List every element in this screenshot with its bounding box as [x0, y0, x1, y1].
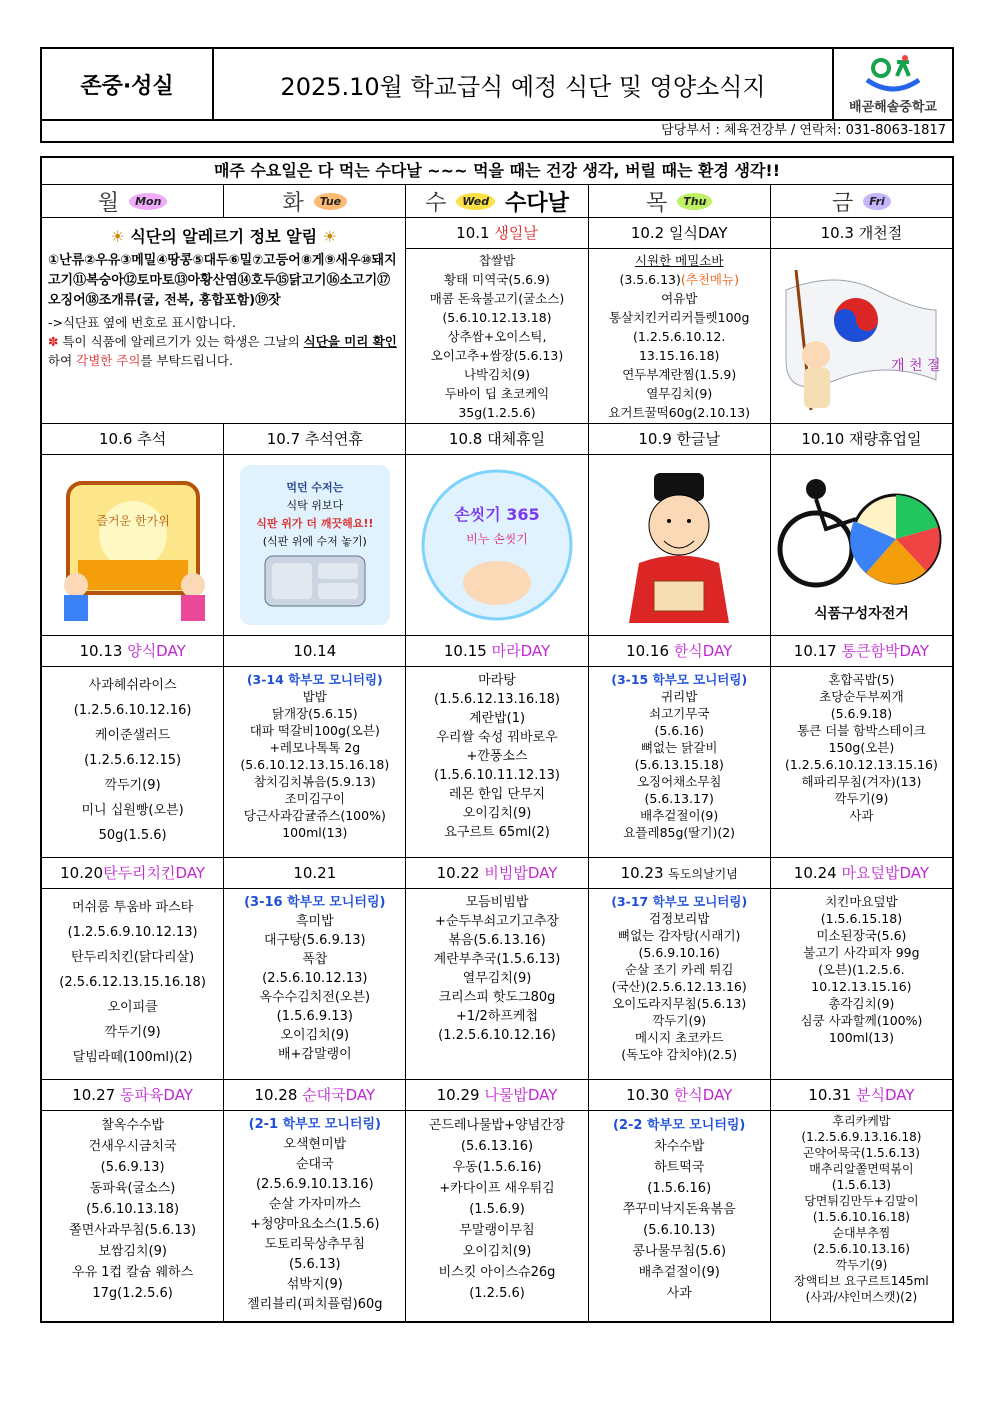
menu-text: 사과 [666, 1286, 692, 1301]
day-10-1 [406, 218, 588, 423]
menu-text: 깍두기(9) [834, 791, 889, 806]
menu-text: 순살 조기 카레 튀김 [624, 962, 734, 977]
menu-text: 10.29 [436, 1086, 480, 1104]
menu-text: (5.6.9.13) [100, 1160, 165, 1175]
chuseok-illustration [42, 455, 224, 635]
menu-text: 순대부추찜 [832, 1226, 891, 1240]
menu-text: 10.1 [456, 224, 490, 242]
menu-text: (5.6.16) [654, 723, 704, 738]
menu-text: ->식단표 옆에 번호로 표시합니다. [48, 315, 236, 330]
menu-text: 대체휴일 [487, 430, 546, 448]
spoon-placement-poster [224, 455, 406, 635]
week3-date-row [42, 636, 952, 667]
menu-text: (2.5.6.12.13.15.16.18) [59, 975, 206, 990]
menu-text: 탄두리치킨DAY [103, 864, 206, 882]
menu-text: 대구탕(5.6.9.13) [264, 933, 366, 948]
menu-text: 개천절 [858, 224, 903, 242]
allergy-list: ①난류②우유③메밀④땅콩⑤대두⑥밀⑦고등어⑧게⑨새우⑩돼지고기⑪복숭아⑫토마토⑬아황산염⑭호두⑮닭고기⑯소고기⑰오징어⑱조개류(굴, 전복, 홍합포함)⑲잣 [48, 253, 397, 308]
menu-text: 무말랭이무침 [459, 1223, 535, 1238]
menu-text: 를 부탁드립니다. [140, 353, 233, 368]
menu-text: 젤리블리(피치플럼)60g [247, 1297, 383, 1312]
menu-text: (5.6.13.16) [460, 1139, 534, 1154]
menu-text: 한글날 [676, 430, 721, 448]
menu-text: 특이 식품에 알레르기가 있는 학생은 그날의 [58, 334, 304, 349]
week5-menu-row [42, 1111, 952, 1321]
week4-menu-row [42, 889, 952, 1080]
menu-10-14 [224, 667, 406, 857]
menu-text: 치킨마요덮밥 [825, 894, 898, 909]
menu-text: 대파 떡갈비100g(오븐) [249, 723, 380, 738]
menu-text: 오이피클 [107, 1000, 158, 1015]
menu-text: 오이도라지무침(5.6.13) [612, 996, 747, 1011]
menu-text: 10.31 [808, 1086, 852, 1104]
menu-text: Fri [863, 193, 891, 210]
school-motto: 존중·성실 [42, 49, 214, 119]
menu-text: 요거트꿀떡60g(2.10.13) [608, 405, 751, 420]
hangul-day-illustration [589, 455, 771, 635]
menu-text: (1.5.6.9) [469, 1202, 525, 1217]
menu-text: 황태 미역국(5.6.9) [444, 272, 550, 287]
menu-text: 150g(오븐) [828, 740, 895, 755]
menu-text: 식단의 알레르기 정보 알림 [130, 227, 318, 246]
menu-10-30 [589, 1111, 771, 1321]
menu-text: (독도야 감치야)(2.5) [621, 1047, 738, 1062]
menu-text: 총각김치(9) [828, 996, 895, 1011]
menu-text: 불고기 사각피자 99g [803, 945, 920, 960]
menu-text: (3-14 학부모 모니터링) [246, 672, 383, 687]
menu-text: 콩나물무침(5.6) [632, 1244, 727, 1259]
school-logo [834, 49, 952, 119]
menu-text: +카다이프 새우튀김 [439, 1181, 555, 1196]
week2-image-row [42, 455, 952, 636]
day-10-2 [589, 218, 771, 423]
menu-text: ✽ [48, 334, 59, 349]
menu-text: 탄두리치킨(닭다리살) [71, 950, 195, 965]
menu-text: 요구르트 65ml(2) [444, 825, 550, 840]
menu-text: 닭개장(5.6.15) [271, 706, 358, 721]
menu-text: 미소된장국(5.6) [816, 928, 907, 943]
menu-text: 순대국DAY [302, 1086, 376, 1104]
menu-text: 즐거운 한가위 [95, 514, 170, 528]
sun-icon: ☀ [110, 227, 125, 246]
menu-text: 식단을 미리 확인 [303, 334, 397, 349]
menu-text: 일식DAY [669, 224, 728, 242]
menu-text: 배추겉절이(9) [640, 808, 719, 823]
week1-row [42, 218, 952, 424]
menu-text: 우유 1컵 칼슘 웨하스 [72, 1265, 194, 1280]
page-title: 2025.10월 학교급식 예정 식단 및 영양소식지 [214, 49, 834, 119]
menu-text: 분식DAY [856, 1086, 915, 1104]
menu-text: 100ml(13) [828, 1030, 894, 1045]
menu-text: 후리카케밥 [832, 1114, 891, 1128]
weekday-wed [406, 185, 588, 217]
menu-text: 우동(1.5.6.16) [452, 1160, 542, 1175]
menu-text: 배+감말랭이 [277, 1047, 352, 1062]
menu-text: 쫄면사과무침(5.6.13) [69, 1223, 197, 1238]
menu-text: 당면튀김만두+김말이 [804, 1194, 919, 1208]
menu-text: 식탁 위보다 [286, 499, 344, 512]
menu-text: (5.6.9.18) [830, 706, 893, 721]
menu-text: (1.2.5.6.10.12.16) [73, 703, 192, 718]
svg-text:개 천 절: 개 천 절 [891, 358, 941, 374]
sun-icon: ☀ [322, 227, 337, 246]
header [40, 47, 954, 121]
menu-text: 10.21 [293, 864, 337, 882]
menu-text: 마라DAY [491, 642, 551, 660]
weekday-fri [771, 185, 952, 217]
menu-text: 50g(1.5.6) [98, 828, 167, 843]
menu-text: (1.5.6.10.16.18) [812, 1210, 910, 1224]
menu-text: 연두부계란찜(1.5.9) [622, 367, 737, 382]
menu-text: Tue [314, 193, 347, 210]
menu-text: (1.2.5.6.10.12.16) [438, 1028, 556, 1043]
menu-text: 10.17 [793, 642, 837, 660]
menu-text: (1.5.6.15.18) [820, 911, 903, 926]
menu-text: 10.2 [630, 224, 665, 242]
menu-text: 흑미밥 [295, 914, 334, 929]
menu-text: 깍두기(9) [652, 1013, 707, 1028]
menu-text: Thu [677, 193, 712, 210]
menu-text: 10.10 [801, 430, 845, 448]
menu-text: 매추리알쫄면떡볶이 [809, 1162, 914, 1176]
menu-text: 비누 손씻기 [466, 532, 528, 546]
menu-text: +1/2하프케첩 [455, 1009, 539, 1024]
menu-text: (5.6.13.15.18) [634, 757, 724, 772]
menu-text: Mon [129, 193, 167, 210]
menu-text: 생일날 [494, 224, 538, 242]
menu-text: 수 [425, 190, 447, 216]
menu-text: (2.5.6.10.12.13) [262, 971, 368, 986]
menu-text: 화 [282, 190, 304, 216]
menu-text: 요플레85g(딸기)(2) [623, 825, 736, 840]
menu-text: 10.23 [620, 864, 664, 882]
school-logo-icon [861, 54, 925, 94]
menu-text: (1.5.6.12.13.16.18) [434, 692, 560, 707]
weekday-thu [589, 185, 771, 217]
menu-text: 하여 [48, 353, 77, 368]
menu-text: +레모나톡톡 2g [269, 740, 361, 755]
menu-text: 해파리무침(겨자)(13) [801, 774, 922, 789]
menu-text: 미니 십원빵(오븐) [81, 803, 184, 818]
menu-text: 계란밥(1) [468, 711, 526, 726]
menu-text: (5.6.10.12.13.18) [442, 310, 552, 325]
menu-text: (1.2.5.6.10.12.13.15.16) [784, 757, 938, 772]
menu-text: 깍두기(9) [104, 1025, 161, 1040]
weekday-header-row [42, 185, 952, 218]
handwashing-poster [406, 455, 588, 635]
week5-date-row [42, 1080, 952, 1111]
menu-text: (1.5.6.13) [831, 1178, 891, 1192]
menu-text: 열무김치(9) [462, 971, 532, 986]
menu-text: +깐풍소스 [466, 749, 528, 764]
menu-text: 크리스피 핫도그80g [438, 990, 556, 1005]
menu-text: 오이김치(9) [462, 806, 532, 821]
menu-text: (오븐)(1.2.5.6. [818, 962, 905, 977]
menu-text: 머쉬룸 투움바 파스타 [71, 900, 194, 915]
menu-text: 참치김치볶음(5.9.13) [253, 774, 376, 789]
menu-text: 순살 가자미까스 [268, 1197, 361, 1212]
menu-text: 사과 [849, 808, 874, 823]
menu-text: 손씻기 365 [454, 505, 540, 524]
menu-text: 혼합곡밥(5) [828, 672, 895, 687]
menu-text: 계란부추국(1.5.6.13) [433, 952, 561, 967]
menu-text: 10.6 [99, 430, 133, 448]
menu-text: 목 [645, 190, 668, 216]
menu-10-27 [42, 1111, 224, 1321]
menu-text: 한식DAY [673, 642, 733, 660]
weekday-mon [42, 185, 224, 217]
menu-text: 10.20 [60, 864, 104, 882]
menu-text: 10.7 [266, 430, 301, 448]
menu-10-17 [771, 667, 952, 857]
menu-text: (1.5.6.9.13) [276, 1009, 353, 1024]
menu-text: 마라탕 [478, 673, 516, 688]
menu-text: 두바이 딥 초코케익 [444, 386, 550, 401]
menu-text: 심쿵 사과할께(100%) [800, 1013, 923, 1028]
menu-text: 13.15.16.18) [638, 348, 720, 363]
menu-text: (식판 위에 수저 놓기) [262, 535, 367, 548]
menu-text: 한식DAY [673, 1086, 733, 1104]
menu-text: 나박김치(9) [463, 367, 530, 382]
menu-10-23 [589, 889, 771, 1079]
menu-text: 조미김구이 [284, 791, 345, 806]
menu-text: 사과헤쉬라이스 [88, 678, 177, 693]
menu-text: 마요덮밥DAY [841, 864, 930, 882]
menu-text: 곤드레나물밥+양념간장 [428, 1118, 566, 1133]
menu-text: 볶음(5.6.13.16) [448, 933, 546, 948]
menu-text: (2-1 학부모 모니터링) [248, 1117, 381, 1132]
gaecheonjeol-illustration [771, 249, 952, 421]
menu-text: 먹던 수저는 [286, 481, 344, 494]
menu-text: (3-15 학부모 모니터링) [611, 672, 748, 687]
menu-text: 통큰 더블 함박스테이크 [797, 723, 926, 738]
menu-10-16 [589, 667, 771, 857]
menu-text: 달빔라떼(100ml)(2) [72, 1050, 193, 1065]
menu-text: 추석 [137, 430, 167, 448]
menu-text: (2.5.6.9.10.13.16) [255, 1177, 374, 1192]
menu-text: 오색현미밥 [283, 1137, 347, 1152]
menu-text: 섞박지(9) [286, 1277, 343, 1292]
week3-menu-row [42, 667, 952, 858]
menu-text: 수다날 [505, 190, 569, 216]
menu-10-15 [406, 667, 588, 857]
menu-text: 도토리묵상추무침 [264, 1237, 366, 1252]
day-10-3 [771, 218, 952, 423]
contact-info: 담당부서 : 체육건강부 / 연락처: 031-8063-1817 [40, 121, 954, 143]
menu-text: 장액티브 요구르트145ml [794, 1274, 929, 1288]
menu-text: 10.27 [72, 1086, 116, 1104]
allergy-info-box [42, 218, 406, 423]
menu-10-21 [224, 889, 406, 1079]
menu-text: (1.5.6.10.11.12.13) [434, 768, 560, 783]
menu-text: (국산)(2.5.6.12.13.16) [611, 979, 747, 994]
menu-text: (3.5.6.13) [619, 272, 681, 287]
week4-date-row [42, 858, 952, 889]
menu-text: 깍두기(9) [835, 1258, 888, 1272]
menu-text: 순대국 [295, 1157, 334, 1172]
menu-text: 100ml(13) [282, 825, 348, 840]
menu-text: (1.5.6.16) [647, 1181, 712, 1196]
menu-text: 각별한 주의 [76, 353, 141, 368]
menu-text: 10.30 [626, 1086, 670, 1104]
menu-text: 10.14 [293, 642, 337, 660]
menu-text: 모듬비빔밥 [465, 895, 529, 910]
menu-10-20 [42, 889, 224, 1079]
menu-text: 상추쌈+오이스틱, [447, 329, 547, 344]
menu-text: 보쌈김치(9) [98, 1244, 167, 1259]
week2-date-row [42, 424, 952, 455]
menu-text: 10.9 [638, 430, 672, 448]
menu-text: (5.6.13.17) [644, 791, 714, 806]
food-tray-icon [260, 551, 370, 611]
banner: 매주 수요일은 다 먹는 수다날 ~~~ 먹을 때는 건강 생각, 버릴 때는 환경 생각!! [42, 158, 952, 185]
king-sejong-icon [599, 463, 759, 628]
menu-text: 폭찹 [302, 952, 328, 967]
menu-text: (5.6.10.13.18) [86, 1202, 180, 1217]
menu-text: 당근사과감귤쥬스(100%) [243, 808, 386, 823]
menu-text: 시원한 메밀소바 [634, 253, 724, 268]
menu-text: 10.22 [436, 864, 480, 882]
menu-text: 비빔밥DAY [484, 864, 558, 882]
food-bike-label: 식품구성자전거 [814, 606, 909, 622]
menu-text: 찰옥수수밥 [101, 1118, 164, 1133]
menu-text: (2.5.6.10.13.16) [812, 1242, 910, 1256]
menu-text: 오이김치(9) [280, 1028, 350, 1043]
menu-text: (1.2.5.6.9.13.16.18) [801, 1130, 922, 1144]
menu-calendar [40, 156, 954, 1323]
menu-text: (1.2.5.6) [469, 1286, 525, 1301]
menu-text: 열무김치(9) [646, 386, 713, 401]
menu-text: 건새우시금치국 [88, 1139, 177, 1154]
menu-text: (5.6.10.12.13.15.16.18) [240, 757, 390, 772]
food-bike-cell [771, 455, 952, 635]
menu-text: 뼈없는 감자탕(시래기) [618, 928, 741, 943]
menu-text: 10.3 [820, 224, 854, 242]
menu-text: 10.8 [448, 430, 483, 448]
flag-illustration-icon [776, 250, 946, 420]
menu-text: 오이김치(9) [462, 1244, 532, 1259]
menu-text: (5.6.10.13) [643, 1223, 716, 1238]
menu-text: 금 [832, 190, 854, 216]
menu-text: 동파육(굴소스) [89, 1181, 176, 1196]
menu-10-28 [224, 1111, 406, 1321]
menu-10-22 [406, 889, 588, 1079]
menu-text: 10.13 [79, 642, 123, 660]
menu-text: 초당순두부찌개 [819, 689, 904, 704]
menu-text: (2-2 학부모 모니터링) [613, 1118, 746, 1133]
allergy-note [42, 311, 405, 372]
menu-text: 레몬 한입 단무지 [448, 787, 546, 802]
menu-text: +청양마요소스(1.5.6) [250, 1217, 380, 1232]
menu-text: 배추겉절이(9) [638, 1265, 720, 1280]
menu-10-31 [771, 1111, 952, 1321]
menu-text: 메시지 초코카드 [634, 1030, 724, 1045]
menu-text: 곤약어묵국(1.5.6.13) [802, 1146, 920, 1160]
menu-10-29 [406, 1111, 588, 1321]
menu-text: (1.2.5.6.9.10.12.13) [67, 925, 198, 940]
menu-text: 오징어채소무침 [636, 774, 722, 789]
menu-text: 10.12.13.15.16) [811, 979, 912, 994]
menu-10-24 [771, 889, 952, 1079]
menu-text: Wed [456, 193, 495, 210]
menu-text: 매콤 돈육불고기(굴소스) [429, 291, 565, 306]
allergy-title [42, 218, 405, 247]
menu-text: 재량휴업일 [849, 430, 922, 448]
menu-text: 쭈꾸미낙지돈육볶음 [622, 1202, 736, 1217]
school-name: 배곧해솔중학교 [849, 99, 937, 115]
menu-text: (추천메뉴) [680, 272, 739, 287]
menu-text: 밥밥 [302, 689, 327, 704]
menu-text: 동파육DAY [119, 1086, 193, 1104]
menu-text: 옥수수김치전(오븐) [259, 990, 371, 1005]
menu-text: 찹쌀밥 [478, 253, 516, 268]
menu-text: (사과/샤인머스캣)(2) [805, 1290, 918, 1304]
menu-text: 검정보리밥 [649, 911, 710, 926]
menu-text: 10.16 [626, 642, 670, 660]
menu-text: 여유밥 [661, 291, 698, 306]
menu-text: 양식DAY [127, 642, 186, 660]
menu-text: 월 [97, 190, 120, 216]
menu-text: (1.2.5.6.10.12. [633, 329, 726, 344]
menu-text: 하트떡국 [654, 1160, 705, 1175]
chuseok-icon [48, 465, 218, 625]
menu-text: 독도의날기념 [668, 867, 738, 881]
menu-text: 오이고추+쌈장(5.6.13) [430, 348, 564, 363]
menu-text: 식판 위가 더 깨끗해요!! [256, 517, 374, 530]
weekday-tue [224, 185, 406, 217]
menu-text: 35g(1.2.5.6) [458, 405, 536, 420]
menu-text: 뼈없는 닭갈비 [640, 740, 718, 755]
menu-text: 깍두기(9) [104, 778, 161, 793]
menu-text: (3-17 학부모 모니터링) [611, 894, 748, 909]
menu-text: (5.6.13) [289, 1257, 341, 1272]
menu-text: (3-16 학부모 모니터링) [244, 895, 386, 910]
handwashing-icon [417, 465, 577, 625]
menu-text: 통큰함박DAY [841, 642, 930, 660]
menu-10-13 [42, 667, 224, 857]
menu-text: (5.6.9.10.16) [638, 945, 720, 960]
menu-text: 추석연휴 [304, 430, 363, 448]
menu-text: 차수수밥 [654, 1139, 705, 1154]
menu-text: 10.28 [254, 1086, 298, 1104]
menu-text: 케이준샐러드 [94, 728, 171, 743]
menu-text: 쇠고기무국 [649, 706, 710, 721]
food-bicycle-icon [776, 459, 946, 599]
menu-text: 비스킷 아이스슈26g [438, 1265, 556, 1280]
menu-text: 우리쌀 숙성 꿔바로우 [436, 730, 558, 745]
menu-text: 귀리밥 [661, 689, 698, 704]
menu-text: +순두부쇠고기고추장 [435, 914, 559, 929]
menu-text: 17g(1.2.5.6) [92, 1286, 173, 1301]
menu-text: (1.2.5.6.12.15) [84, 753, 182, 768]
menu-text: 통살치킨커리커틀렛100g [608, 310, 750, 325]
menu-text: 10.24 [793, 864, 837, 882]
menu-text: 나물밥DAY [484, 1086, 558, 1104]
menu-text: 10.15 [443, 642, 487, 660]
